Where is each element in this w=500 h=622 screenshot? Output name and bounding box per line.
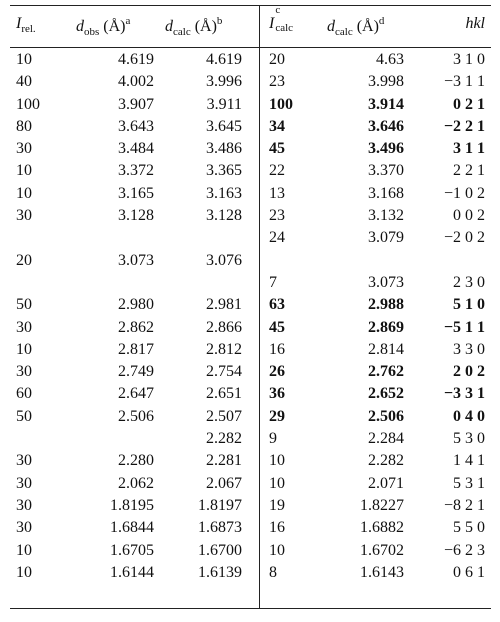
bottom-rule: [10, 608, 491, 609]
cell-d-calc: 2.812: [206, 340, 242, 358]
cell-i-calc: 10: [269, 452, 285, 470]
cell-d-obs: 1.6144: [110, 563, 154, 581]
cell-hkl: −1 0 2: [443, 184, 485, 202]
cell-i-calc: 23: [269, 73, 285, 91]
table-row: [10, 339, 491, 361]
cell-i-calc: 36: [269, 385, 285, 403]
table-row: [10, 428, 491, 450]
cell-d-calc-2: 2.284: [368, 430, 404, 448]
table-row: [10, 361, 491, 383]
cell-i-rel: 10: [16, 51, 32, 68]
cell-hkl: −2 2 1: [443, 117, 485, 135]
cell-d-obs: 1.6844: [110, 519, 154, 537]
cell-d-calc: 1.6873: [198, 519, 242, 537]
cell-hkl: −3 1 1: [443, 73, 485, 91]
cell-d-obs: 4.619: [118, 51, 154, 68]
cell-d-calc: 3.486: [206, 140, 242, 158]
cell-i-calc: 10: [269, 474, 285, 492]
cell-d-calc: 2.651: [206, 385, 242, 403]
cell-hkl: 5 3 0: [453, 430, 485, 448]
cell-d-obs: 2.980: [118, 296, 154, 314]
table-row: [10, 71, 491, 93]
cell-d-obs: 2.817: [118, 340, 154, 358]
cell-d-obs: 2.062: [118, 474, 154, 492]
cell-i-calc: 13: [269, 184, 285, 202]
table-row: [10, 317, 491, 339]
cell-hkl: −5 1 1: [443, 318, 485, 336]
table-row: [10, 294, 491, 316]
cell-d-obs: 2.862: [118, 318, 154, 336]
cell-i-rel: 50: [16, 296, 32, 314]
cell-d-calc-2: 2.071: [368, 474, 404, 492]
cell-d-calc-2: 3.914: [368, 95, 404, 113]
header-i-calc: I c calc: [269, 4, 294, 34]
table-body: [10, 49, 491, 584]
cell-hkl: 0 4 0: [453, 407, 485, 425]
header-d-calc: $d_{calc}$ (Å)$^b$: [165, 15, 223, 38]
table-row: [10, 138, 491, 160]
cell-hkl: 2 3 0: [453, 273, 485, 291]
cell-d-calc: 1.8197: [198, 496, 242, 514]
cell-d-calc: 3.128: [206, 207, 242, 225]
cell-i-calc: 19: [269, 496, 285, 514]
table-row: [10, 562, 491, 584]
header-d-calc-2: $d_{calc}$ (Å)$^d$: [327, 15, 385, 38]
cell-hkl: 2 0 2: [453, 363, 485, 381]
cell-i-rel: 40: [16, 73, 32, 91]
cell-i-calc: 20: [269, 51, 285, 68]
cell-i-rel: 30: [16, 363, 32, 381]
cell-hkl: 3 3 0: [453, 340, 485, 358]
cell-d-calc-2: 2.814: [368, 340, 404, 358]
cell-d-calc: 3.911: [206, 95, 242, 113]
cell-i-calc: 9: [269, 430, 277, 448]
cell-i-calc: 45: [269, 140, 285, 158]
cell-d-calc-2: 3.646: [368, 117, 404, 135]
cell-d-obs: 4.002: [118, 73, 154, 91]
cell-hkl: −3 3 1: [443, 385, 485, 403]
cell-i-calc: 8: [269, 563, 277, 581]
table-row: [10, 272, 491, 294]
cell-d-calc-2: 3.132: [368, 207, 404, 225]
cell-d-calc-2: 2.762: [368, 363, 404, 381]
cell-d-calc-2: 4.63: [376, 51, 404, 68]
table-row: [10, 473, 491, 495]
table-row: [10, 406, 491, 428]
cell-d-calc: 3.365: [206, 162, 242, 180]
cell-d-obs: 2.749: [118, 363, 154, 381]
cell-d-obs: 3.907: [118, 95, 154, 113]
cell-hkl: 3 1 1: [453, 140, 485, 158]
cell-hkl: 1 4 1: [453, 452, 485, 470]
cell-d-obs: 3.128: [118, 207, 154, 225]
cell-i-calc: 26: [269, 363, 285, 381]
header-d-obs: $d_{obs}$ (Å)$^a$: [76, 15, 131, 38]
cell-d-calc: 2.754: [206, 363, 242, 381]
cell-i-rel: 30: [16, 140, 32, 158]
cell-i-rel: 30: [16, 474, 32, 492]
cell-d-obs: 3.643: [118, 117, 154, 135]
cell-d-calc-2: 3.073: [368, 273, 404, 291]
cell-hkl: 5 1 0: [453, 296, 485, 314]
cell-hkl: 0 6 1: [453, 563, 485, 581]
cell-i-calc: 7: [269, 273, 277, 291]
cell-i-calc: 29: [269, 407, 285, 425]
cell-i-rel: 10: [16, 541, 32, 559]
cell-i-rel: 10: [16, 184, 32, 202]
cell-i-calc: 24: [269, 229, 285, 247]
header-i-rel: $I_{rel.}$: [16, 15, 36, 35]
cell-i-calc: 63: [269, 296, 285, 314]
cell-d-calc: 2.981: [206, 296, 242, 314]
cell-i-rel: 10: [16, 162, 32, 180]
cell-d-calc-2: 3.496: [368, 140, 404, 158]
cell-i-calc: 34: [269, 117, 285, 135]
cell-hkl: −6 2 3: [443, 541, 485, 559]
cell-d-obs: 1.6705: [110, 541, 154, 559]
cell-d-obs: 2.280: [118, 452, 154, 470]
cell-i-rel: 100: [16, 95, 40, 113]
cell-i-rel: 30: [16, 207, 32, 225]
cell-i-calc: 22: [269, 162, 285, 180]
cell-d-calc-2: 3.370: [368, 162, 404, 180]
table-row: [10, 227, 491, 249]
cell-hkl: 5 3 1: [453, 474, 485, 492]
cell-d-obs: 1.8195: [110, 496, 154, 514]
cell-d-calc-2: 3.998: [368, 73, 404, 91]
cell-d-calc: 2.281: [206, 452, 242, 470]
table-row: [10, 495, 491, 517]
cell-d-calc: 2.282: [206, 430, 242, 448]
cell-i-calc: 16: [269, 340, 285, 358]
cell-i-rel: 50: [16, 407, 32, 425]
cell-d-obs: 2.506: [118, 407, 154, 425]
cell-i-rel: 30: [16, 496, 32, 514]
cell-hkl: 0 0 2: [453, 207, 485, 225]
cell-i-calc: 23: [269, 207, 285, 225]
cell-i-rel: 30: [16, 452, 32, 470]
cell-i-rel: 30: [16, 318, 32, 336]
cell-d-calc-2: 3.079: [368, 229, 404, 247]
cell-d-calc-2: 2.652: [368, 385, 404, 403]
cell-i-rel: 60: [16, 385, 32, 403]
cell-i-calc: 16: [269, 519, 285, 537]
table-row: [10, 116, 491, 138]
cell-d-calc-2: 1.6882: [360, 519, 404, 537]
cell-d-obs: 2.647: [118, 385, 154, 403]
cell-d-calc-2: 1.8227: [360, 496, 404, 514]
cell-hkl: 2 2 1: [453, 162, 485, 180]
cell-hkl: 0 2 1: [453, 95, 485, 113]
cell-hkl: −8 2 1: [443, 496, 485, 514]
cell-i-calc: 10: [269, 541, 285, 559]
cell-d-calc: 1.6700: [198, 541, 242, 559]
cell-d-calc: 3.996: [206, 73, 242, 91]
cell-d-calc-2: 2.869: [368, 318, 404, 336]
cell-i-rel: 30: [16, 519, 32, 537]
cell-i-calc: 45: [269, 318, 285, 336]
cell-d-obs: 3.372: [118, 162, 154, 180]
cell-i-calc: 100: [269, 95, 293, 113]
cell-d-calc: 3.645: [206, 117, 242, 135]
table-row: [10, 383, 491, 405]
table-row: [10, 450, 491, 472]
header-hkl: hkl: [465, 15, 485, 32]
table-row: [10, 250, 491, 272]
table-row: [10, 205, 491, 227]
cell-i-rel: 10: [16, 340, 32, 358]
cell-i-rel: 80: [16, 117, 32, 135]
cell-i-rel: 20: [16, 251, 32, 269]
table-row: [10, 94, 491, 116]
cell-d-calc: 3.076: [206, 251, 242, 269]
cell-i-rel: 10: [16, 563, 32, 581]
cell-d-calc: 2.866: [206, 318, 242, 336]
cell-d-calc-2: 1.6143: [360, 563, 404, 581]
cell-d-calc-2: 3.168: [368, 184, 404, 202]
table-header: [10, 6, 491, 47]
cell-d-obs: 3.484: [118, 140, 154, 158]
cell-hkl: 3 1 0: [453, 51, 485, 68]
table-row: [10, 160, 491, 182]
header-rule: [10, 47, 491, 48]
cell-d-calc: 3.163: [206, 184, 242, 202]
cell-d-calc-2: 2.988: [368, 296, 404, 314]
cell-d-calc: 4.619: [206, 51, 242, 68]
cell-hkl: 5 5 0: [453, 519, 485, 537]
table-row: [10, 540, 491, 562]
cell-d-calc: 1.6139: [198, 563, 242, 581]
table-row: [10, 49, 491, 71]
cell-d-calc: 2.507: [206, 407, 242, 425]
cell-d-obs: 3.073: [118, 251, 154, 269]
cell-d-calc: 2.067: [206, 474, 242, 492]
cell-hkl: −2 0 2: [443, 229, 485, 247]
table-row: [10, 517, 491, 539]
cell-d-obs: 3.165: [118, 184, 154, 202]
cell-d-calc-2: 2.282: [368, 452, 404, 470]
cell-d-calc-2: 1.6702: [360, 541, 404, 559]
cell-d-calc-2: 2.506: [368, 407, 404, 425]
table-row: [10, 183, 491, 205]
